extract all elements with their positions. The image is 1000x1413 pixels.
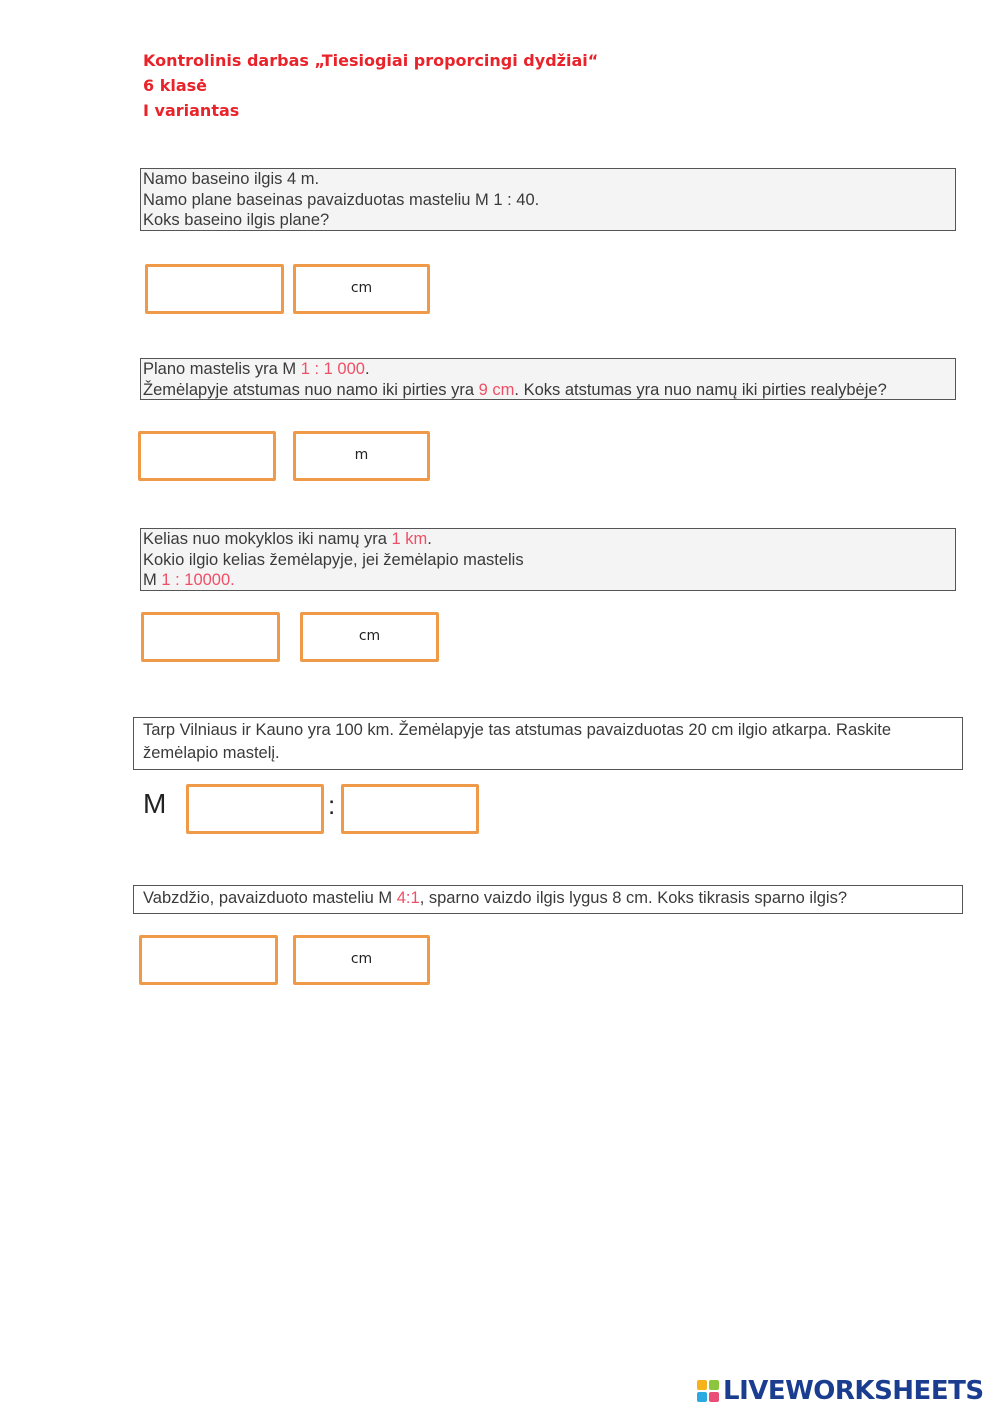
question-1-answer-input[interactable] (145, 264, 284, 314)
logo-square-3 (697, 1392, 707, 1402)
scale-highlight: 1 : 10000. (161, 571, 235, 589)
question-1-line-1: Namo baseino ilgis 4 m. (143, 170, 320, 188)
scale-prefix-label: M (143, 788, 167, 819)
question-4-text: Tarp Vilniaus ir Kauno yra 100 km. Žemėlapyje tas atstumas pavaizduotas 20 cm ilgio atkarpa. Raskite žemėlapio mastelį. (143, 721, 892, 762)
question-5-answer-input[interactable] (139, 935, 278, 985)
question-4-box (133, 717, 963, 770)
question-5-box (133, 885, 963, 914)
liveworksheets-brand-text: LIVEWORKSHEETS (723, 1376, 984, 1406)
liveworksheets-logo (697, 1376, 984, 1406)
logo-square-1 (697, 1380, 707, 1390)
question-3-line-2: Kokio ilgio kelias žemėlapyje, jei žemėlapio mastelis (143, 550, 524, 569)
scale-separator: : (328, 790, 336, 820)
question-3-line-3: M 1 : 10000. (143, 571, 235, 589)
question-3-unit-label: cm (300, 612, 439, 662)
question-1-line-3: Koks baseino ilgis plane? (143, 211, 330, 229)
question-5-unit-label: cm (293, 935, 430, 985)
question-5-text: Vabzdžio, pavaizduoto masteliu M 4:1, sparno vaizdo ilgis lygus 8 cm. Koks tikrasis sparno ilgis? (143, 889, 848, 907)
scale-highlight: 1 : 1 000 (300, 360, 365, 378)
question-3-answer-input[interactable] (141, 612, 280, 662)
question-3-line-1: Kelias nuo mokyklos iki namų yra 1 km. (143, 530, 432, 548)
question-2-line-1: Plano mastelis yra M 1 : 1 000. (143, 360, 370, 378)
question-1-line-2: Namo plane baseinas pavaizduotas masteliu M 1 : 40. (143, 190, 540, 209)
question-1-box (140, 168, 956, 231)
question-2-answer-input[interactable] (138, 431, 276, 481)
distance-highlight: 1 km (391, 530, 428, 548)
variant-label: I variantas (143, 101, 240, 120)
scale-right-input[interactable] (341, 784, 479, 834)
logo-square-2 (709, 1380, 719, 1390)
grade-label: 6 klasė (143, 76, 207, 95)
question-2-box (140, 358, 956, 400)
logo-square-4 (709, 1392, 719, 1402)
distance-highlight: 9 cm (478, 380, 515, 399)
scale-highlight: 4:1 (396, 889, 420, 907)
question-3-box (140, 528, 956, 591)
question-1-unit-label: cm (293, 264, 430, 314)
worksheet-header (143, 48, 598, 123)
liveworksheets-logo-icon (697, 1380, 719, 1402)
question-2-line-2: Žemėlapyje atstumas nuo namo iki pirties yra 9 cm. Koks atstumas yra nuo namų iki pirties realybėje? (143, 380, 887, 399)
scale-left-input[interactable] (186, 784, 324, 834)
worksheet-title: Kontrolinis darbas „Tiesiogiai proporcingi dydžiai“ (143, 51, 599, 70)
question-2-unit-label: m (293, 431, 430, 481)
